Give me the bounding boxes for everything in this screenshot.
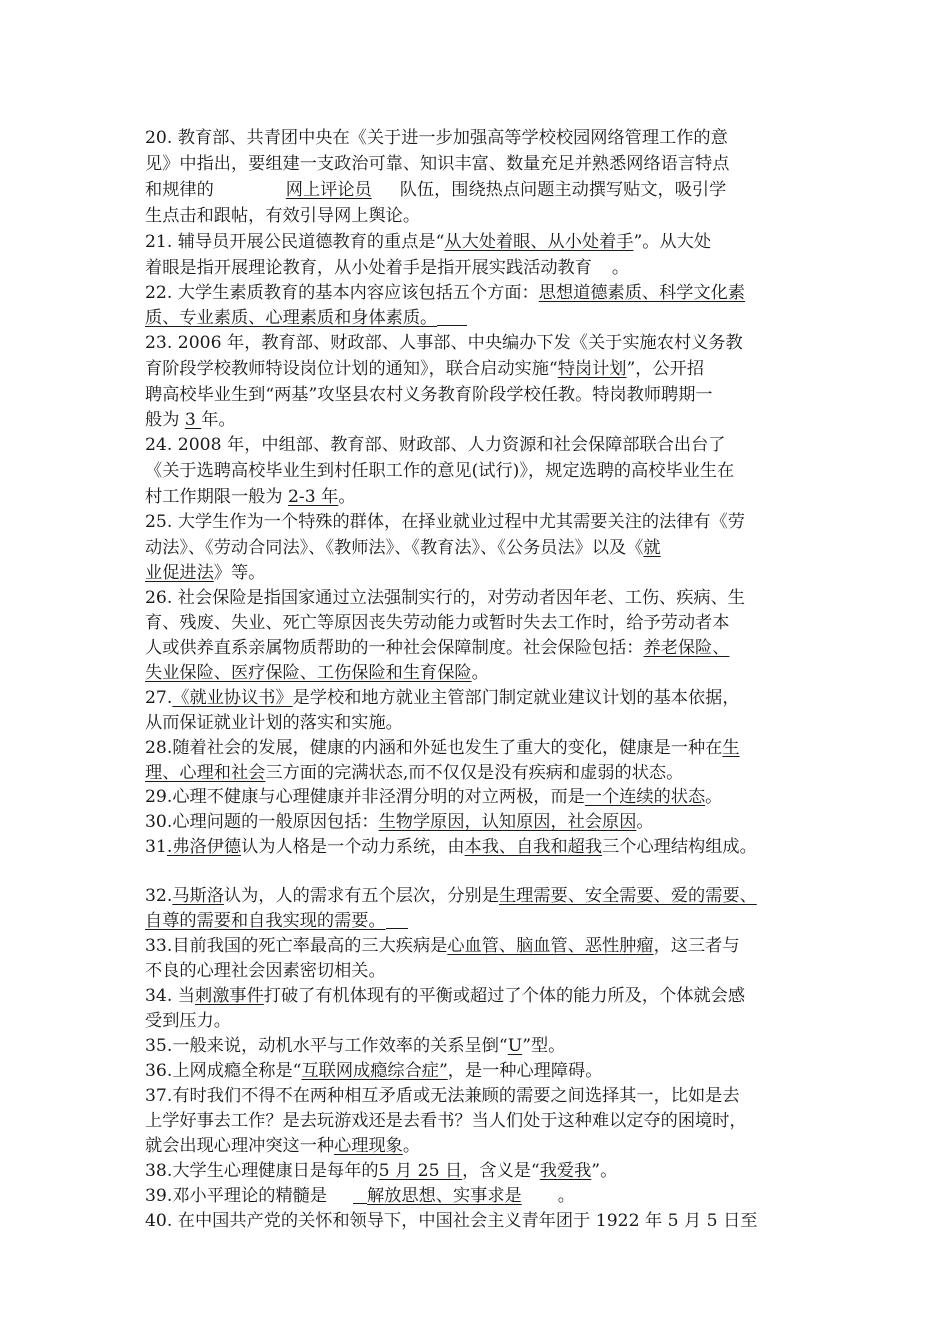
answer-blank: 失业保险、医疗保险、工伤保险和生育保险 — [145, 663, 472, 683]
text-line — [145, 510, 745, 534]
text-run: 35.一般来说，动机水平与工作效率的关系呈倒“ — [145, 1036, 508, 1056]
text-run: 28.随着社会的发展，健康的内涵和外延也发生了重大的变化，健康是一种在 — [145, 738, 723, 758]
blank-space — [353, 1184, 367, 1204]
text-run: 29.心理不健康与心理健康并非泾渭分明的对立两极，而是 — [145, 787, 585, 807]
answer-blank: 3 — [184, 410, 202, 430]
text-line — [145, 1134, 420, 1158]
text-run: 育、残废、失业、死亡等原因丧失劳动能力或暂时失去工作时，给予劳动者本 — [145, 613, 730, 633]
blank-space — [592, 256, 612, 280]
text-line — [145, 835, 757, 859]
answer-blank: .弗洛伊德 — [166, 837, 242, 857]
text-line — [145, 152, 729, 176]
text-line — [145, 433, 725, 457]
answer-blank: 生理需要、安全需要、爱的需要、 — [498, 886, 757, 906]
text-run: 》等。 — [213, 563, 266, 583]
text-run: ，含义是“ — [462, 1161, 540, 1181]
text-run: 从而保证就业计划的落实和实施。 — [145, 713, 403, 733]
text-line — [145, 230, 711, 254]
text-run: 人或供养直系亲属物质帮助的一种社会保障制度。社会保险包括： — [145, 638, 644, 658]
text-line — [145, 1184, 575, 1208]
text-run: 27. — [145, 688, 173, 708]
text-run: 不良的心理社会因素密切相关。 — [145, 961, 386, 981]
text-run: 认为，人的需求有五个层次，分别是 — [223, 886, 499, 906]
text-run: 。 — [636, 812, 654, 832]
text-line — [145, 485, 356, 509]
answer-blank: 生物学原因，认知原因，社会原因 — [378, 812, 637, 832]
text-line — [145, 204, 420, 228]
text-line — [145, 331, 743, 355]
answer-blank: 《就业协议书》 — [172, 688, 293, 708]
text-run: 上学好事去工作？是去玩游戏还是去看书？当人们处于这种难以定夺的困境时， — [145, 1111, 747, 1131]
text-run: 见》中指出，要组建一支政治可靠、知识丰富、数量充足并熟悉网络语言特点 — [145, 154, 730, 174]
answer-blank: 心理现象 — [334, 1136, 403, 1156]
text-run: 21. 辅导员开展公民道德教育的重点是“ — [145, 232, 445, 252]
text-run: 三个心理结构组成。 — [602, 837, 757, 857]
text-line — [145, 984, 745, 1008]
text-run: 36.上网成瘾全称是“ — [145, 1061, 302, 1081]
text-line — [145, 459, 734, 483]
text-line — [145, 959, 386, 983]
answer-blank: 心血管、脑血管、恶性肿瘤 — [447, 936, 654, 956]
text-line — [145, 611, 729, 635]
blank-space — [386, 909, 408, 929]
text-run: 32. — [145, 886, 173, 906]
text-line — [145, 661, 489, 685]
blank-space — [372, 178, 400, 202]
text-run: 生点击和跟帖，有效引导网上舆论。 — [145, 206, 421, 226]
blank-space — [327, 1184, 353, 1208]
answer-blank: 从大处着眼、从小处着手 — [444, 232, 634, 252]
text-line — [145, 884, 757, 908]
text-run: 《关于选聘高校毕业生到村任职工作的意见(试行)》，规定选聘的高校毕业生在 — [145, 461, 735, 481]
answer-blank: 就 — [643, 538, 661, 558]
answer-blank: 思想道德素质、科学文化素 — [538, 283, 746, 303]
blank-space — [214, 178, 286, 202]
text-run: 打破了有机体现有的平衡或超过了个体的能力所及，个体就会感 — [263, 986, 746, 1006]
text-run: 受到压力。 — [145, 1011, 231, 1031]
text-run: ”。从大处 — [633, 232, 712, 252]
answer-blank: 我爱我 — [539, 1161, 592, 1181]
text-line — [145, 1084, 740, 1108]
text-run: 动法》、《劳动合同法》、《教师法》、《教育法》、《公务员法》以及《 — [145, 538, 644, 558]
text-run: 就会出现心理冲突这一种 — [145, 1136, 335, 1156]
text-run: 育阶段学校教师特设岗位计划的通知》，联合启动实施“ — [145, 359, 558, 379]
text-run: 是学校和地方就业主管部门制定就业建议计划的基本依据， — [292, 688, 740, 708]
text-line — [145, 256, 629, 280]
text-line — [145, 178, 726, 202]
text-line — [145, 1109, 747, 1133]
text-run: 26. 社会保险是指国家通过立法强制实行的，对劳动者因年老、工伤、疾病、生 — [145, 588, 745, 608]
answer-blank: 本我、自我和超我 — [464, 837, 603, 857]
text-run: ”，公开招 — [626, 359, 705, 379]
text-run: 村工作期限一般为 — [145, 487, 288, 507]
text-run: 认为人格是一个动力系统，由 — [241, 837, 465, 857]
answer-blank: 2-3 年 — [287, 487, 339, 507]
text-run: 23. 2006 年，教育部、财政部、人事部、中央编办下发《关于实施农村义务教 — [145, 333, 743, 353]
text-run: 31 — [145, 837, 167, 857]
text-line — [145, 686, 740, 710]
text-line — [145, 1034, 565, 1058]
answer-blank: 业促进法 — [145, 563, 214, 583]
text-run: 38.大学生心理健康日是每年的 — [145, 1161, 379, 1181]
text-run: ”型。 — [522, 1036, 566, 1056]
text-run: ，是一种心理障碍。 — [447, 1061, 603, 1081]
text-run: 着眼是指开展理论教育，从小处着手是指开展实践活动教育 — [145, 258, 592, 278]
text-line — [145, 761, 683, 785]
text-line — [145, 736, 740, 760]
text-line — [145, 1009, 231, 1033]
text-run: 22. 大学生素质教育的基本内容应该包括五个方面： — [145, 283, 539, 303]
text-line — [145, 711, 403, 735]
text-run: 。 — [705, 787, 723, 807]
text-run: 年。 — [201, 410, 236, 430]
text-line — [145, 1159, 617, 1183]
text-line — [145, 785, 722, 809]
answer-blank: 特岗计划 — [557, 359, 627, 379]
answer-blank: 一个连续的状态 — [584, 787, 706, 807]
text-run: 33.目前我国的死亡率最高的三大疾病是 — [145, 936, 448, 956]
text-run: 聘高校毕业生到“两基”攻坚县农村义务教育阶段学校任教。特岗教师聘期一 — [145, 385, 713, 405]
text-run: 。 — [338, 487, 356, 507]
answer-blank: 养老保险、 — [643, 638, 730, 658]
text-run: 。 — [557, 1186, 575, 1206]
text-line — [145, 810, 654, 834]
text-run: 34. 当 — [145, 986, 195, 1006]
text-run: 25. 大学生作为一个特殊的群体，在择业就业过程中尤其需要关注的法律有《劳 — [145, 512, 745, 532]
text-line — [145, 126, 728, 150]
answer-blank: 互联网成瘾综合症” — [301, 1061, 448, 1081]
text-run: 37.有时我们不得不在两种相互矛盾或无法兼顾的需要之间选择其一，比如是去 — [145, 1086, 740, 1106]
text-run: 队伍，围绕热点问题主动撰写贴文，吸引学 — [399, 180, 727, 200]
text-line — [145, 1059, 602, 1083]
text-run: 三方面的完满状态,而不仅仅是没有疾病和虚弱的状态。 — [265, 763, 684, 783]
text-run: 。 — [402, 1136, 421, 1156]
text-line — [145, 909, 408, 933]
answer-blank: 质、专业素质、心理素质和身体素质。 — [145, 308, 438, 328]
answer-blank: 自尊的需要和自我实现的需要。 — [145, 911, 386, 931]
text-run: ”。 — [591, 1161, 618, 1181]
answer-blank: 刺激事件 — [195, 986, 264, 1006]
text-run: 。 — [471, 663, 489, 683]
text-line — [145, 586, 745, 610]
text-line — [145, 536, 661, 560]
answer-blank: 网上评论员 — [285, 180, 372, 200]
text-run: 24. 2008 年，中组部、教育部、财政部、人力资源和社会保障部联合出台了 — [145, 435, 726, 455]
text-line — [145, 306, 467, 330]
text-run: 般为 — [145, 410, 185, 430]
text-line — [145, 408, 236, 432]
text-line — [145, 561, 265, 585]
text-line — [145, 357, 704, 381]
answer-blank: 马斯洛 — [172, 886, 224, 906]
blank-space — [437, 306, 467, 326]
answer-blank: 生 — [722, 738, 740, 758]
text-line — [145, 934, 740, 958]
text-run: 30.心理问题的一般原因包括： — [145, 812, 379, 832]
text-line — [145, 636, 729, 660]
blank-space — [522, 1184, 558, 1208]
answer-blank: 解放思想、实事求是 — [367, 1186, 522, 1206]
text-run: 40. 在中国共产党的关怀和领导下，中国社会主义青年团于 1922 年 5 月 5 日至 — [145, 1211, 758, 1231]
text-run: 。 — [611, 258, 630, 278]
text-run: 20. 教育部、共青团中央在《关于进一步加强高等学校校园网络管理工作的意 — [145, 128, 728, 148]
text-line — [145, 281, 745, 305]
text-run: 39.邓小平理论的精髓是 — [145, 1186, 328, 1206]
text-run: ，这三者与 — [653, 936, 740, 956]
answer-blank: 5 月 25 日 — [378, 1161, 463, 1181]
text-line — [145, 383, 713, 407]
text-run: 和规律的 — [145, 180, 214, 200]
answer-blank: U — [507, 1036, 523, 1056]
text-line — [145, 1209, 757, 1233]
answer-blank: 理、心理和社会 — [145, 763, 266, 783]
